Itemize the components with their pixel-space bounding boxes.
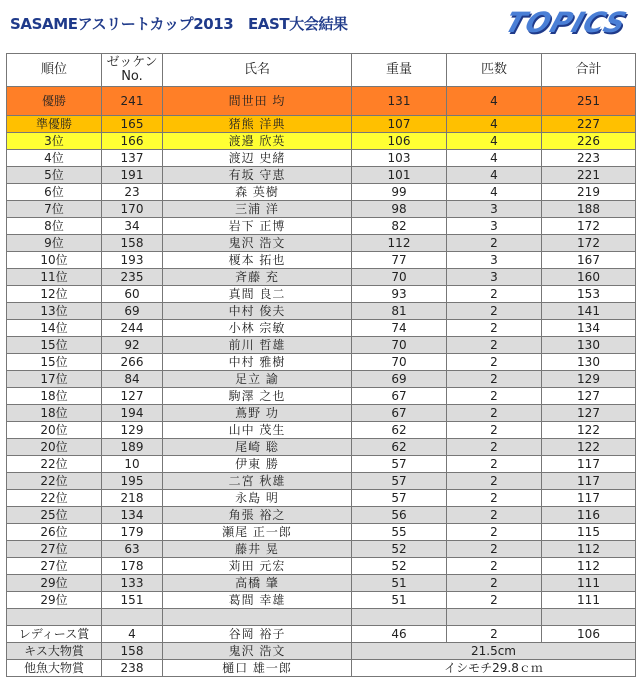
- weight-header: 重量: [352, 54, 447, 87]
- bib-cell: 23: [102, 184, 163, 201]
- name-cell: 鬼沢 浩文: [163, 235, 352, 252]
- bib-cell: 178: [102, 558, 163, 575]
- weight-cell: 57: [352, 473, 447, 490]
- table-row: [7, 286, 636, 303]
- prize-cell: 他魚大物賞: [7, 660, 102, 677]
- rank-cell: 22位: [7, 490, 102, 507]
- bib-cell: 218: [102, 490, 163, 507]
- count-cell: 4: [447, 133, 542, 150]
- table-row: [7, 541, 636, 558]
- rank-cell: 27位: [7, 558, 102, 575]
- name-cell: 斉藤 充: [163, 269, 352, 286]
- separator-row: [7, 609, 636, 626]
- total-cell: 127: [542, 388, 636, 405]
- prize-result-cell: イシモチ29.8ｃｍ: [352, 660, 636, 677]
- rank-cell: 22位: [7, 456, 102, 473]
- weight-cell: 77: [352, 252, 447, 269]
- count-cell: 2: [447, 286, 542, 303]
- weight-cell: 70: [352, 354, 447, 371]
- table-row: [7, 235, 636, 252]
- topics-logo-text: TOPICS: [501, 6, 632, 39]
- weight-cell: 67: [352, 405, 447, 422]
- total-cell: 227: [542, 116, 636, 133]
- rank-cell: 14位: [7, 320, 102, 337]
- total-cell: 130: [542, 337, 636, 354]
- bib-cell: 92: [102, 337, 163, 354]
- rank-cell: 27位: [7, 541, 102, 558]
- bib-header: ゼッケン No.: [102, 54, 163, 87]
- name-cell: 蔦野 功: [163, 405, 352, 422]
- table-row: [7, 303, 636, 320]
- rank-cell: 17位: [7, 371, 102, 388]
- weight-cell: 101: [352, 167, 447, 184]
- count-cell: 4: [447, 167, 542, 184]
- bib-cell: 244: [102, 320, 163, 337]
- rank-cell: 準優勝: [7, 116, 102, 133]
- name-cell: 中村 雅樹: [163, 354, 352, 371]
- total-cell: 219: [542, 184, 636, 201]
- table-row: [7, 439, 636, 456]
- name-cell: 小林 宗敏: [163, 320, 352, 337]
- table-row: [7, 133, 636, 150]
- total-cell: 111: [542, 592, 636, 609]
- count-cell: 2: [447, 354, 542, 371]
- rank-cell: 25位: [7, 507, 102, 524]
- empty-cell: [447, 609, 542, 626]
- weight-cell: 70: [352, 269, 447, 286]
- table-row: [7, 269, 636, 286]
- bib-cell: 34: [102, 218, 163, 235]
- rank-cell: 29位: [7, 575, 102, 592]
- count-cell: 2: [447, 473, 542, 490]
- bib-cell: 191: [102, 167, 163, 184]
- table-row: [7, 490, 636, 507]
- name-cell: 尾崎 聡: [163, 439, 352, 456]
- name-cell: 猪熊 洋典: [163, 116, 352, 133]
- bib-cell: 133: [102, 575, 163, 592]
- rank-cell: 11位: [7, 269, 102, 286]
- total-cell: 116: [542, 507, 636, 524]
- count-cell: 2: [447, 439, 542, 456]
- name-cell: 前川 哲雄: [163, 337, 352, 354]
- count-cell: 2: [447, 405, 542, 422]
- count-cell: 2: [447, 490, 542, 507]
- weight-cell: 57: [352, 456, 447, 473]
- weight-cell: 62: [352, 439, 447, 456]
- rank-cell: 8位: [7, 218, 102, 235]
- count-header: 匹数: [447, 54, 542, 87]
- count-cell: 2: [447, 235, 542, 252]
- weight-cell: 69: [352, 371, 447, 388]
- count-cell: 3: [447, 252, 542, 269]
- bib-cell: 137: [102, 150, 163, 167]
- name-cell: 高橋 肇: [163, 575, 352, 592]
- table-row: [7, 592, 636, 609]
- table-row: [7, 575, 636, 592]
- table-row: [7, 320, 636, 337]
- weight-cell: 56: [352, 507, 447, 524]
- count-cell: 2: [447, 456, 542, 473]
- rank-cell: 10位: [7, 252, 102, 269]
- weight-cell: 74: [352, 320, 447, 337]
- count-cell: 3: [447, 201, 542, 218]
- bib-cell: 179: [102, 524, 163, 541]
- total-cell: 117: [542, 456, 636, 473]
- count-cell: 2: [447, 371, 542, 388]
- weight-cell: 57: [352, 490, 447, 507]
- rank-cell: 22位: [7, 473, 102, 490]
- rank-cell: 12位: [7, 286, 102, 303]
- rank-cell: 20位: [7, 439, 102, 456]
- count-cell: 2: [447, 388, 542, 405]
- bib-cell: 63: [102, 541, 163, 558]
- total-cell: 167: [542, 252, 636, 269]
- name-cell: 瀬尾 正一郎: [163, 524, 352, 541]
- table-row: [7, 184, 636, 201]
- total-cell: 223: [542, 150, 636, 167]
- weight-cell: 62: [352, 422, 447, 439]
- table-header-row: [7, 54, 636, 87]
- name-cell: 渡邉 欣英: [163, 133, 352, 150]
- page-title: SASAMEアスリートカップ2013 EAST大会結果: [10, 15, 348, 33]
- weight-cell: 112: [352, 235, 447, 252]
- empty-cell: [542, 609, 636, 626]
- rank-header: 順位: [7, 54, 102, 87]
- name-header: 氏名: [163, 54, 352, 87]
- bib-cell: 166: [102, 133, 163, 150]
- total-cell: 134: [542, 320, 636, 337]
- table-row: [7, 337, 636, 354]
- name-cell: 榎本 拓也: [163, 252, 352, 269]
- total-cell: 117: [542, 490, 636, 507]
- table-row: [7, 473, 636, 490]
- count-cell: 2: [447, 558, 542, 575]
- count-cell: 2: [447, 524, 542, 541]
- prize-row: [7, 660, 636, 677]
- total-cell: 251: [542, 87, 636, 116]
- bib-cell: 134: [102, 507, 163, 524]
- count-cell: 2: [447, 575, 542, 592]
- count-cell: 2: [447, 541, 542, 558]
- table-row: [7, 150, 636, 167]
- count-cell: 3: [447, 218, 542, 235]
- bib-cell: 158: [102, 643, 163, 660]
- count-cell: 4: [447, 184, 542, 201]
- total-cell: 111: [542, 575, 636, 592]
- rank-cell: 26位: [7, 524, 102, 541]
- table-row: [7, 252, 636, 269]
- weight-cell: 82: [352, 218, 447, 235]
- bib-cell: 4: [102, 626, 163, 643]
- bib-cell: 170: [102, 201, 163, 218]
- weight-cell: 98: [352, 201, 447, 218]
- total-cell: 115: [542, 524, 636, 541]
- weight-cell: 46: [352, 626, 447, 643]
- name-cell: 山中 茂生: [163, 422, 352, 439]
- empty-cell: [352, 609, 447, 626]
- name-cell: 葛間 幸雄: [163, 592, 352, 609]
- rank-cell: 15位: [7, 354, 102, 371]
- total-cell: 221: [542, 167, 636, 184]
- name-cell: 駒澤 之也: [163, 388, 352, 405]
- total-cell: 141: [542, 303, 636, 320]
- rank-cell: 20位: [7, 422, 102, 439]
- bib-cell: 151: [102, 592, 163, 609]
- table-row: [7, 507, 636, 524]
- bib-cell: 84: [102, 371, 163, 388]
- weight-cell: 51: [352, 575, 447, 592]
- bib-cell: 235: [102, 269, 163, 286]
- bib-cell: 10: [102, 456, 163, 473]
- rank-cell: 6位: [7, 184, 102, 201]
- name-cell: 角張 裕之: [163, 507, 352, 524]
- table-row: [7, 405, 636, 422]
- table-row: [7, 116, 636, 133]
- bib-cell: 238: [102, 660, 163, 677]
- rank-cell: 18位: [7, 388, 102, 405]
- name-cell: 有坂 守恵: [163, 167, 352, 184]
- total-cell: 106: [542, 626, 636, 643]
- name-cell: 二宮 秋雄: [163, 473, 352, 490]
- weight-cell: 99: [352, 184, 447, 201]
- name-cell: 足立 諭: [163, 371, 352, 388]
- bib-cell: 158: [102, 235, 163, 252]
- prize-cell: レディース賞: [7, 626, 102, 643]
- table-row: [7, 456, 636, 473]
- total-cell: 153: [542, 286, 636, 303]
- weight-cell: 51: [352, 592, 447, 609]
- table-row: [7, 524, 636, 541]
- empty-cell: [163, 609, 352, 626]
- total-cell: 117: [542, 473, 636, 490]
- table-row: [7, 422, 636, 439]
- name-cell: 森 英樹: [163, 184, 352, 201]
- name-cell: 谷岡 裕子: [163, 626, 352, 643]
- rank-cell: 3位: [7, 133, 102, 150]
- count-cell: 3: [447, 269, 542, 286]
- count-cell: 2: [447, 422, 542, 439]
- rank-cell: 29位: [7, 592, 102, 609]
- rank-cell: 18位: [7, 405, 102, 422]
- prize-row: [7, 643, 636, 660]
- total-cell: 112: [542, 541, 636, 558]
- name-cell: 間世田 均: [163, 87, 352, 116]
- name-cell: 藤井 晃: [163, 541, 352, 558]
- bib-cell: 189: [102, 439, 163, 456]
- name-cell: 真間 良二: [163, 286, 352, 303]
- page-header: [0, 0, 640, 46]
- count-cell: 4: [447, 150, 542, 167]
- total-cell: 122: [542, 422, 636, 439]
- rank-cell: 5位: [7, 167, 102, 184]
- total-cell: 172: [542, 218, 636, 235]
- bib-cell: 194: [102, 405, 163, 422]
- rank-cell: 9位: [7, 235, 102, 252]
- name-cell: 永島 明: [163, 490, 352, 507]
- table-row: [7, 167, 636, 184]
- total-cell: 160: [542, 269, 636, 286]
- prize-result-cell: 21.5cm: [352, 643, 636, 660]
- table-row: [7, 218, 636, 235]
- bib-cell: 129: [102, 422, 163, 439]
- weight-cell: 67: [352, 388, 447, 405]
- bib-cell: 69: [102, 303, 163, 320]
- name-cell: 渡辺 史緒: [163, 150, 352, 167]
- name-cell: 中村 俊夫: [163, 303, 352, 320]
- weight-cell: 93: [352, 286, 447, 303]
- bib-cell: 241: [102, 87, 163, 116]
- name-cell: 鬼沢 浩文: [163, 643, 352, 660]
- bib-cell: 266: [102, 354, 163, 371]
- weight-cell: 106: [352, 133, 447, 150]
- prize-cell: キス大物賞: [7, 643, 102, 660]
- name-cell: 岩下 正博: [163, 218, 352, 235]
- weight-cell: 81: [352, 303, 447, 320]
- prize-row: [7, 626, 636, 643]
- bib-cell: 193: [102, 252, 163, 269]
- name-cell: 伊東 勝: [163, 456, 352, 473]
- table-row: [7, 388, 636, 405]
- rank-cell: 15位: [7, 337, 102, 354]
- rank-cell: 4位: [7, 150, 102, 167]
- name-cell: 苅田 元宏: [163, 558, 352, 575]
- count-cell: 4: [447, 116, 542, 133]
- rank-cell: 13位: [7, 303, 102, 320]
- name-cell: 樋口 雄一郎: [163, 660, 352, 677]
- total-cell: 172: [542, 235, 636, 252]
- weight-cell: 52: [352, 558, 447, 575]
- results-table-body: [7, 54, 636, 677]
- count-cell: 2: [447, 626, 542, 643]
- weight-cell: 55: [352, 524, 447, 541]
- rank-cell: 優勝: [7, 87, 102, 116]
- table-row: [7, 87, 636, 116]
- count-cell: 4: [447, 87, 542, 116]
- table-row: [7, 558, 636, 575]
- total-cell: 129: [542, 371, 636, 388]
- name-cell: 三浦 洋: [163, 201, 352, 218]
- weight-cell: 107: [352, 116, 447, 133]
- total-cell: 226: [542, 133, 636, 150]
- bib-cell: 165: [102, 116, 163, 133]
- total-cell: 112: [542, 558, 636, 575]
- weight-cell: 70: [352, 337, 447, 354]
- total-cell: 122: [542, 439, 636, 456]
- weight-cell: 52: [352, 541, 447, 558]
- bib-cell: 60: [102, 286, 163, 303]
- count-cell: 2: [447, 592, 542, 609]
- count-cell: 2: [447, 337, 542, 354]
- table-row: [7, 371, 636, 388]
- empty-cell: [7, 609, 102, 626]
- total-cell: 188: [542, 201, 636, 218]
- total-cell: 130: [542, 354, 636, 371]
- bib-cell: 195: [102, 473, 163, 490]
- count-cell: 2: [447, 303, 542, 320]
- table-row: [7, 201, 636, 218]
- empty-cell: [102, 609, 163, 626]
- results-table: [6, 53, 636, 677]
- total-cell: 127: [542, 405, 636, 422]
- count-cell: 2: [447, 507, 542, 524]
- weight-cell: 131: [352, 87, 447, 116]
- topics-logo: [498, 4, 634, 42]
- weight-cell: 103: [352, 150, 447, 167]
- bib-cell: 127: [102, 388, 163, 405]
- table-row: [7, 354, 636, 371]
- total-header: 合計: [542, 54, 636, 87]
- count-cell: 2: [447, 320, 542, 337]
- rank-cell: 7位: [7, 201, 102, 218]
